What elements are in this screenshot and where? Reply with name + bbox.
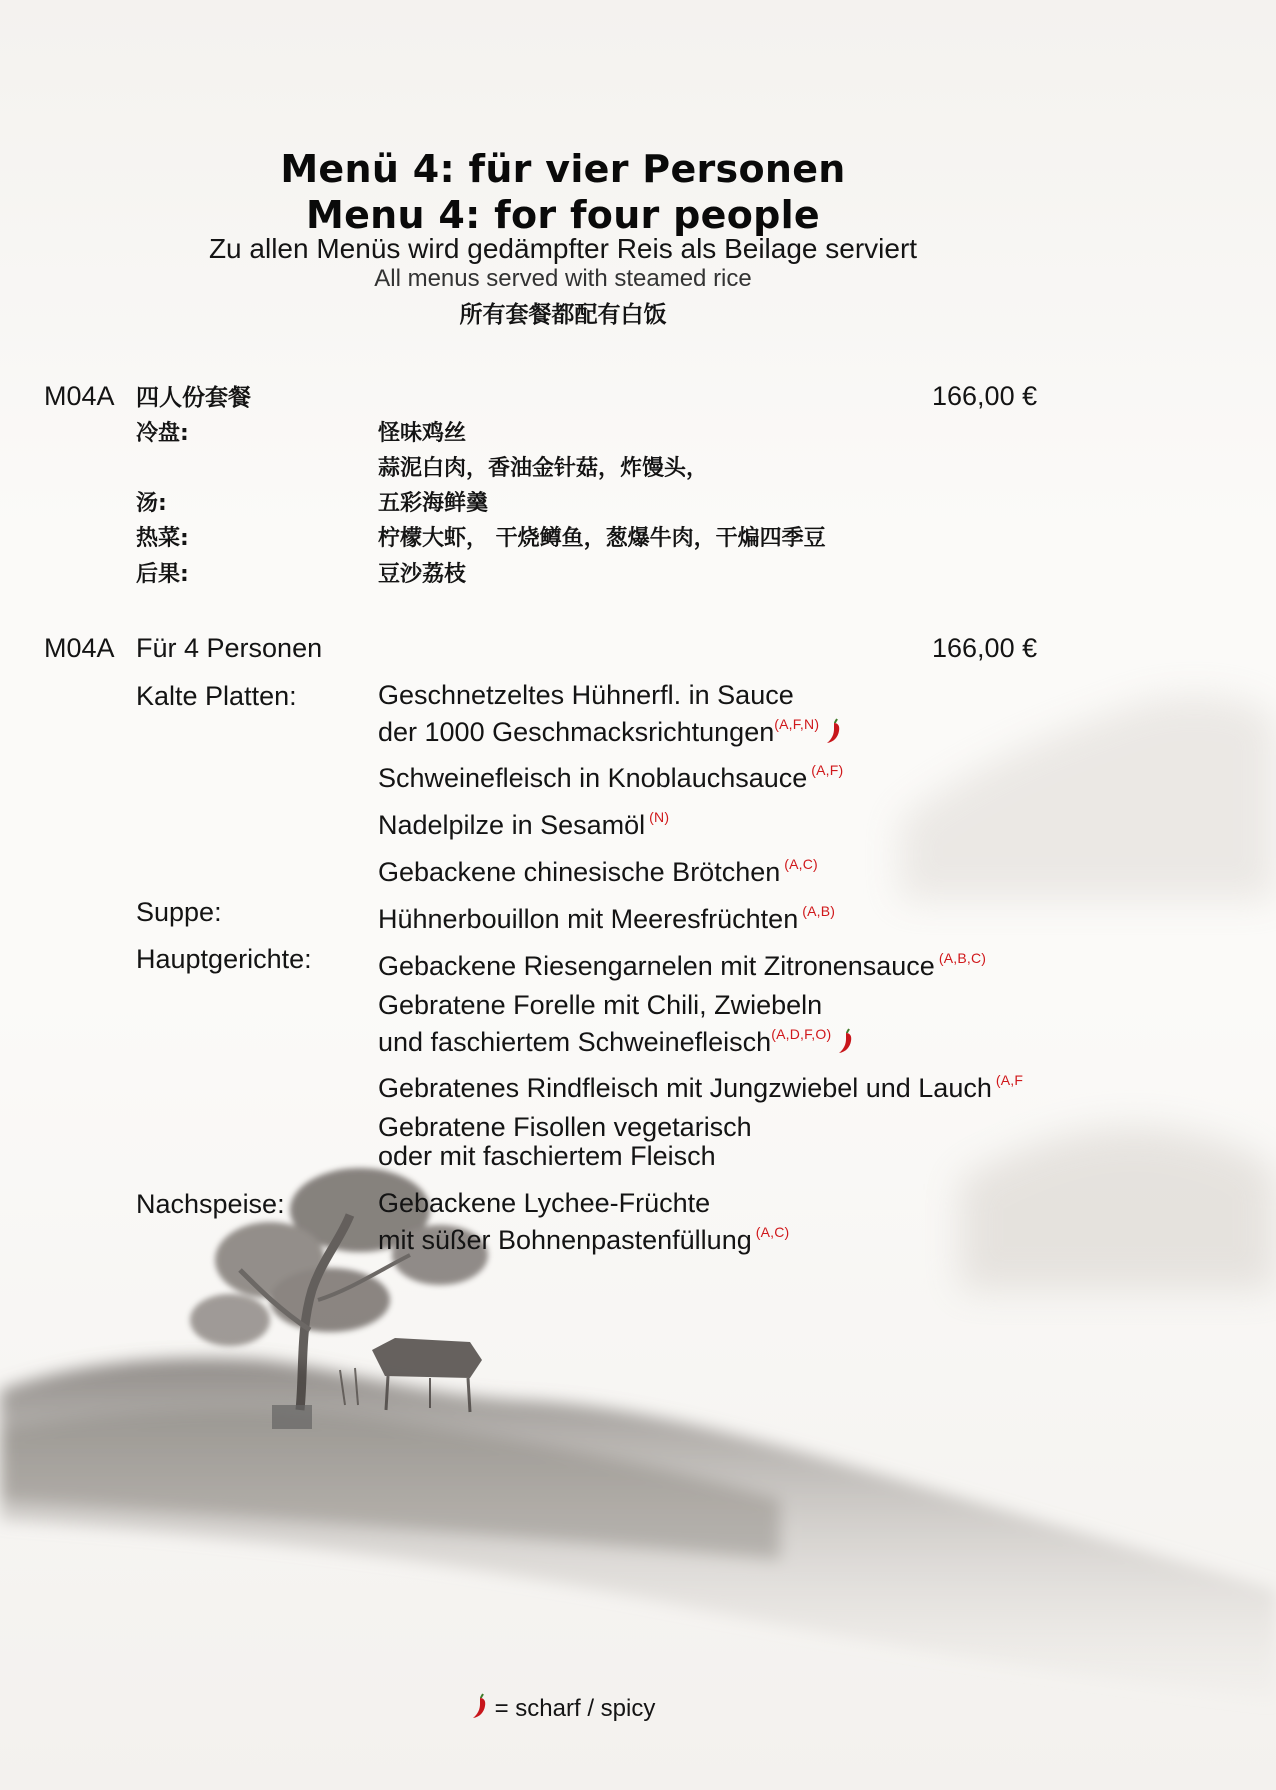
dish-line-text: Gebackene chinesische Brötchen — [378, 857, 781, 887]
dish-item — [378, 1189, 789, 1255]
dish-zh: 五彩海鲜羹 — [378, 491, 489, 516]
course-label-zh: 汤: — [136, 491, 167, 516]
menu-code: M04A — [44, 633, 115, 663]
allergen-codes: (A,C) — [755, 1224, 790, 1240]
course-label-zh: 后果: — [136, 562, 189, 587]
allergen-codes: (N) — [649, 809, 670, 825]
dish-line: Gebratene Forelle mit Chili, Zwiebeln — [378, 990, 823, 1020]
dish-item — [378, 991, 855, 1061]
rice-note-zh: 所有套餐都配有白饭 — [459, 302, 667, 328]
menu-price: 166,00 € — [932, 381, 1038, 411]
spicy-legend — [0, 1692, 1126, 1728]
dish-zh: 蒜泥白肉，香油金针菇，炸馒头， — [378, 456, 709, 481]
dish-item — [378, 850, 818, 887]
menu-price: 166,00 € — [932, 633, 1038, 663]
course-label: Suppe: — [136, 897, 222, 927]
menu-title-de: Menü 4: für vier Personen — [280, 147, 846, 191]
dish-item — [378, 897, 835, 934]
allergen-codes: (A,F) — [811, 762, 844, 778]
dish-zh: 豆沙荔枝 — [378, 562, 467, 587]
chili-pepper-icon — [837, 1027, 855, 1061]
menu-title-en: Menu 4: for four people — [305, 193, 821, 237]
dish-line-text: Schweinefleisch in Knoblauchsauce — [378, 763, 808, 793]
course-label: Kalte Platten: — [136, 681, 297, 711]
chili-pepper-icon — [471, 1692, 489, 1728]
dish-line-text: Gebratenes Rindfleisch mit Jungzwiebel und Lauch — [378, 1073, 992, 1103]
rice-note-en: All menus served with steamed rice — [374, 265, 752, 292]
dish-line — [378, 710, 843, 751]
dish-line: Geschnetzeltes Hühnerfl. in Sauce — [378, 680, 794, 710]
allergen-codes: (A,D,F,O) — [771, 1026, 832, 1042]
allergen-codes: (A,F — [995, 1072, 1024, 1088]
dish-zh: 柠檬大虾， 干烧鳟鱼，葱爆牛肉，干煸四季豆 — [378, 526, 826, 551]
allergen-codes: (A,B) — [802, 903, 836, 919]
dish-item — [378, 944, 986, 981]
legend-text: = scharf / spicy — [494, 1695, 656, 1722]
section-title-de: Für 4 Personen — [136, 633, 323, 663]
rice-note-de: Zu allen Menüs wird gedämpfter Reis als Beilage serviert — [208, 233, 918, 264]
distant-mountains — [900, 696, 1276, 1290]
menu-code: M04A — [44, 381, 115, 411]
dish-item — [378, 681, 843, 751]
dish-item — [378, 803, 669, 840]
dish-line-text: und faschiertem Schweinefleisch — [378, 1027, 772, 1057]
dish-line: Gebackene Lychee-Früchte — [378, 1188, 711, 1218]
dish-line-text: mit süßer Bohnenpastenfüllung — [378, 1225, 752, 1255]
dish-line-text: der 1000 Geschmacksrichtungen — [378, 717, 775, 747]
chili-pepper-icon — [825, 717, 843, 751]
dish-line: oder mit faschiertem Fleisch — [378, 1141, 716, 1171]
dish-zh: 怪味鸡丝 — [378, 421, 467, 446]
dish-item — [378, 756, 843, 793]
course-label-zh: 冷盘: — [136, 421, 189, 446]
dish-line-text: Gebackene Riesengarnelen mit Zitronensauce — [378, 951, 935, 981]
dish-line: Gebratene Fisollen vegetarisch — [378, 1112, 752, 1142]
main-hill — [0, 1358, 1276, 1700]
section-title-zh: 四人份套餐 — [136, 385, 251, 411]
dish-line-text: Nadelpilze in Sesamöl — [378, 810, 646, 840]
allergen-codes: (A,B,C) — [938, 950, 987, 966]
dish-line-text: Hühnerbouillon mit Meeresfrüchten — [378, 904, 799, 934]
dish-line — [378, 1218, 789, 1255]
allergen-codes: (A,F,N) — [774, 716, 820, 732]
course-label: Hauptgerichte: — [136, 944, 312, 974]
dish-item — [378, 1113, 752, 1171]
course-label-zh: 热菜: — [136, 526, 189, 551]
dish-line — [378, 1020, 855, 1061]
allergen-codes: (A,C) — [784, 856, 818, 872]
dish-item — [378, 1066, 1023, 1103]
course-label: Nachspeise: — [136, 1189, 285, 1219]
